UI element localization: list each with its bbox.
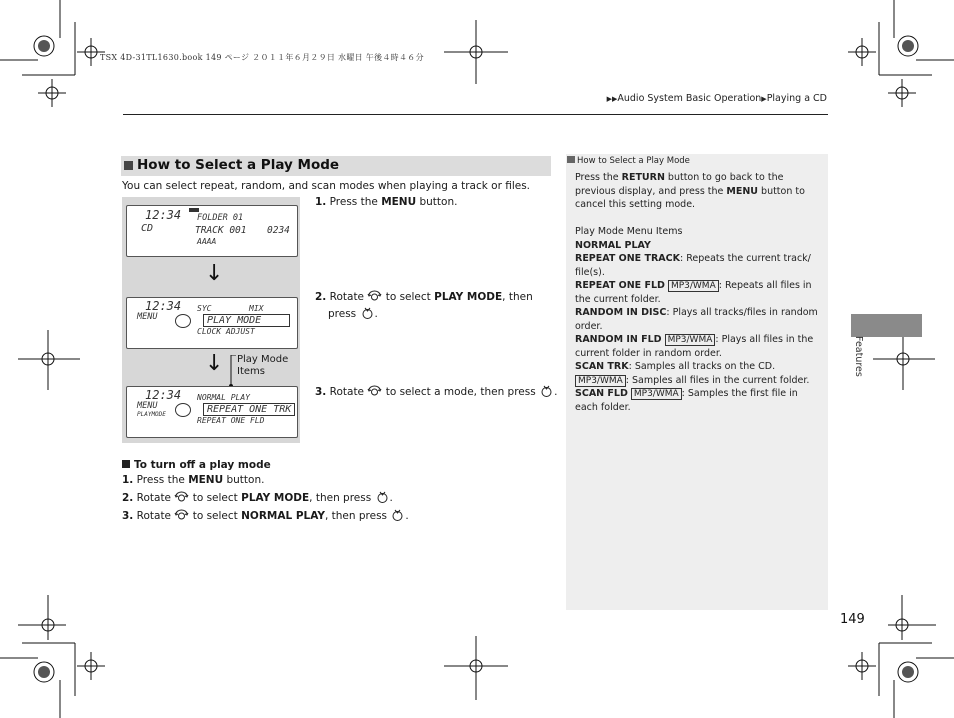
section-heading-bar xyxy=(121,156,551,176)
lcd-line3: REPEAT ONE FLD xyxy=(197,416,265,425)
turn-off-step-1 xyxy=(122,472,264,489)
lcd-source: MENU xyxy=(137,401,158,411)
item-desc: : Plays all tracks/files in random order. xyxy=(575,307,818,332)
bold-text: MENU xyxy=(726,185,759,197)
step-2: 2. Rotate to select PLAY MODE, then press . xyxy=(315,291,533,320)
callout-line1: Play Mode xyxy=(237,354,289,365)
breadcrumb-separator: ▶ xyxy=(761,95,767,103)
sidebar-item xyxy=(575,252,821,279)
lcd-line3: CLOCK ADJUST xyxy=(197,327,255,336)
step-number: 2. xyxy=(315,291,327,303)
lcd-source-sub: PLAYMODE xyxy=(137,411,166,418)
step-text: Press the xyxy=(329,196,382,208)
display-figure xyxy=(122,197,300,443)
section-square-icon xyxy=(124,161,133,170)
step-bold: MENU xyxy=(188,474,224,486)
sidebar-item xyxy=(575,306,821,333)
sidebar-normal-play xyxy=(575,239,821,253)
step-text: Rotate xyxy=(136,492,175,504)
lcd-line1b: MIX xyxy=(249,304,264,313)
item-label: REPEAT ONE FLD xyxy=(575,280,665,291)
down-arrow-icon: ↓ xyxy=(205,351,224,376)
step-text: , then press xyxy=(309,492,375,504)
press-knob-icon xyxy=(375,490,390,504)
item-label: RANDOM IN DISC xyxy=(575,307,667,318)
step-text: to select xyxy=(189,492,242,504)
lcd-screen-2 xyxy=(126,297,298,349)
sidebar-item xyxy=(575,279,821,306)
step-bold: NORMAL PLAY xyxy=(241,510,325,522)
lcd-line2-selected: REPEAT ONE TRK xyxy=(203,403,295,416)
lcd-line2: TRACK 001 xyxy=(195,225,247,236)
item-label: SCAN TRK xyxy=(575,361,629,372)
step-text: Press the xyxy=(136,474,189,486)
lcd-time: 12:34 xyxy=(145,388,182,402)
print-header: TSX 4D-31TL1630.book 149 ページ ２０１１年６月２９日 水曜日 午後４時４６分 xyxy=(100,53,424,62)
bold-text: NORMAL PLAY xyxy=(575,239,651,251)
lcd-line2b: 0234 xyxy=(267,225,290,236)
turn-off-step-2: 2. Rotate to select PLAY MODE, then press . xyxy=(122,492,393,504)
chapter-tab-label: Features xyxy=(853,336,864,377)
note-icon xyxy=(567,156,575,163)
rotate-knob-icon xyxy=(367,384,382,398)
step-bold: PLAY MODE xyxy=(434,291,503,303)
item-desc: : Samples all files in the current folder. xyxy=(625,374,810,386)
turn-off-heading xyxy=(122,459,271,471)
sidebar-item xyxy=(575,374,821,388)
step-number: 3. xyxy=(122,510,134,522)
lcd-screen-3 xyxy=(126,386,298,438)
step-text: Rotate xyxy=(136,510,175,522)
lcd-line2-selected: PLAY MODE xyxy=(203,314,290,327)
step-text: to select a mode, then press xyxy=(382,386,540,398)
step-text: to select xyxy=(189,510,242,522)
item-label: REPEAT ONE TRACK xyxy=(575,253,680,264)
intro-text: You can select repeat, random, and scan modes when playing a track or files. xyxy=(122,180,531,192)
sidebar-note xyxy=(566,154,828,610)
mp3-badge-icon xyxy=(189,208,199,212)
step-number: 1. xyxy=(122,474,134,486)
item-desc: : Samples all tracks on the CD. xyxy=(628,361,776,372)
turn-off-step-3: 3. Rotate to select NORMAL PLAY, then press . xyxy=(122,510,409,522)
square-bullet-icon xyxy=(122,460,130,468)
step-text: to select xyxy=(382,291,435,303)
callout-line2: Items xyxy=(237,366,265,377)
rotate-knob-icon xyxy=(174,508,189,522)
header-rule xyxy=(123,114,828,115)
format-tag: MP3/WMA xyxy=(668,280,719,292)
item-label: SCAN FLD xyxy=(575,388,628,399)
sidebar-item xyxy=(575,333,821,360)
breadcrumb-arrows: ▶▶ xyxy=(606,95,618,103)
lcd-line1: FOLDER 01 xyxy=(197,213,244,223)
breadcrumb-parent: Audio System Basic Operation xyxy=(617,93,762,104)
chapter-tab[interactable] xyxy=(851,314,922,337)
lcd-time: 12:34 xyxy=(145,299,182,313)
sidebar-heading-text: How to Select a Play Mode xyxy=(577,156,690,166)
step-1 xyxy=(315,194,457,211)
lcd-line3: AAAA xyxy=(197,237,217,246)
format-tag: MP3/WMA xyxy=(631,388,682,400)
step-text: Rotate xyxy=(329,386,368,398)
lcd-source: MENU xyxy=(137,312,158,322)
sidebar-list-title: Play Mode Menu Items xyxy=(575,226,683,237)
lcd-screen-1 xyxy=(126,205,298,257)
sidebar-item xyxy=(575,360,821,374)
knob-symbol-icon xyxy=(175,403,191,417)
step-number: 2. xyxy=(122,492,134,504)
lcd-line1: NORMAL PLAY xyxy=(197,393,250,402)
text: button to go back to the previous display, and press the xyxy=(575,172,784,197)
breadcrumb-current: Playing a CD xyxy=(766,93,827,104)
lcd-time: 12:34 xyxy=(145,208,182,222)
step-bold: PLAY MODE xyxy=(241,492,310,504)
text: Press the xyxy=(575,172,622,183)
sidebar-body xyxy=(575,171,821,414)
item-desc: : Repeats the current track/ file(s). xyxy=(575,253,811,278)
format-tag: MP3/WMA xyxy=(665,334,716,346)
step-text: , then xyxy=(502,291,533,303)
item-desc: : Repeats all files in the current folder. xyxy=(575,280,812,305)
rotate-knob-icon xyxy=(367,289,382,303)
sidebar-para1 xyxy=(575,171,821,212)
item-desc: : Samples the first file in each folder. xyxy=(575,388,798,413)
item-label: RANDOM IN FLD xyxy=(575,334,662,345)
step-text: button. xyxy=(223,474,265,486)
step-bold: MENU xyxy=(381,196,417,208)
step-3: 3. Rotate to select a mode, then press . xyxy=(315,386,558,398)
step-text: , then press xyxy=(324,510,391,522)
press-knob-icon xyxy=(360,306,375,320)
play-mode-items-callout xyxy=(237,354,288,378)
item-desc: : Plays all files in the current folder in random order. xyxy=(575,334,814,359)
step-number: 3. xyxy=(315,386,327,398)
section-title: How to Select a Play Mode xyxy=(137,157,340,173)
step-number: 1. xyxy=(315,196,327,208)
lcd-line1: SYC xyxy=(197,304,212,313)
step-text: press xyxy=(328,308,360,320)
bold-text: RETURN xyxy=(621,172,665,183)
step-text: button. xyxy=(416,196,458,208)
lcd-source: CD xyxy=(141,223,154,234)
sidebar-heading xyxy=(567,156,690,166)
step-text: Rotate xyxy=(329,291,368,303)
text: button to cancel this setting mode. xyxy=(575,185,805,210)
format-tag: MP3/WMA xyxy=(575,375,626,387)
page-number: 149 xyxy=(840,612,865,627)
knob-symbol-icon xyxy=(175,314,191,328)
down-arrow-icon: ↓ xyxy=(205,261,224,286)
sidebar-item xyxy=(575,387,821,414)
press-knob-icon xyxy=(390,508,405,522)
breadcrumb xyxy=(607,93,827,104)
rotate-knob-icon xyxy=(174,490,189,504)
turn-off-title: To turn off a play mode xyxy=(134,459,271,471)
press-knob-icon xyxy=(539,384,554,398)
